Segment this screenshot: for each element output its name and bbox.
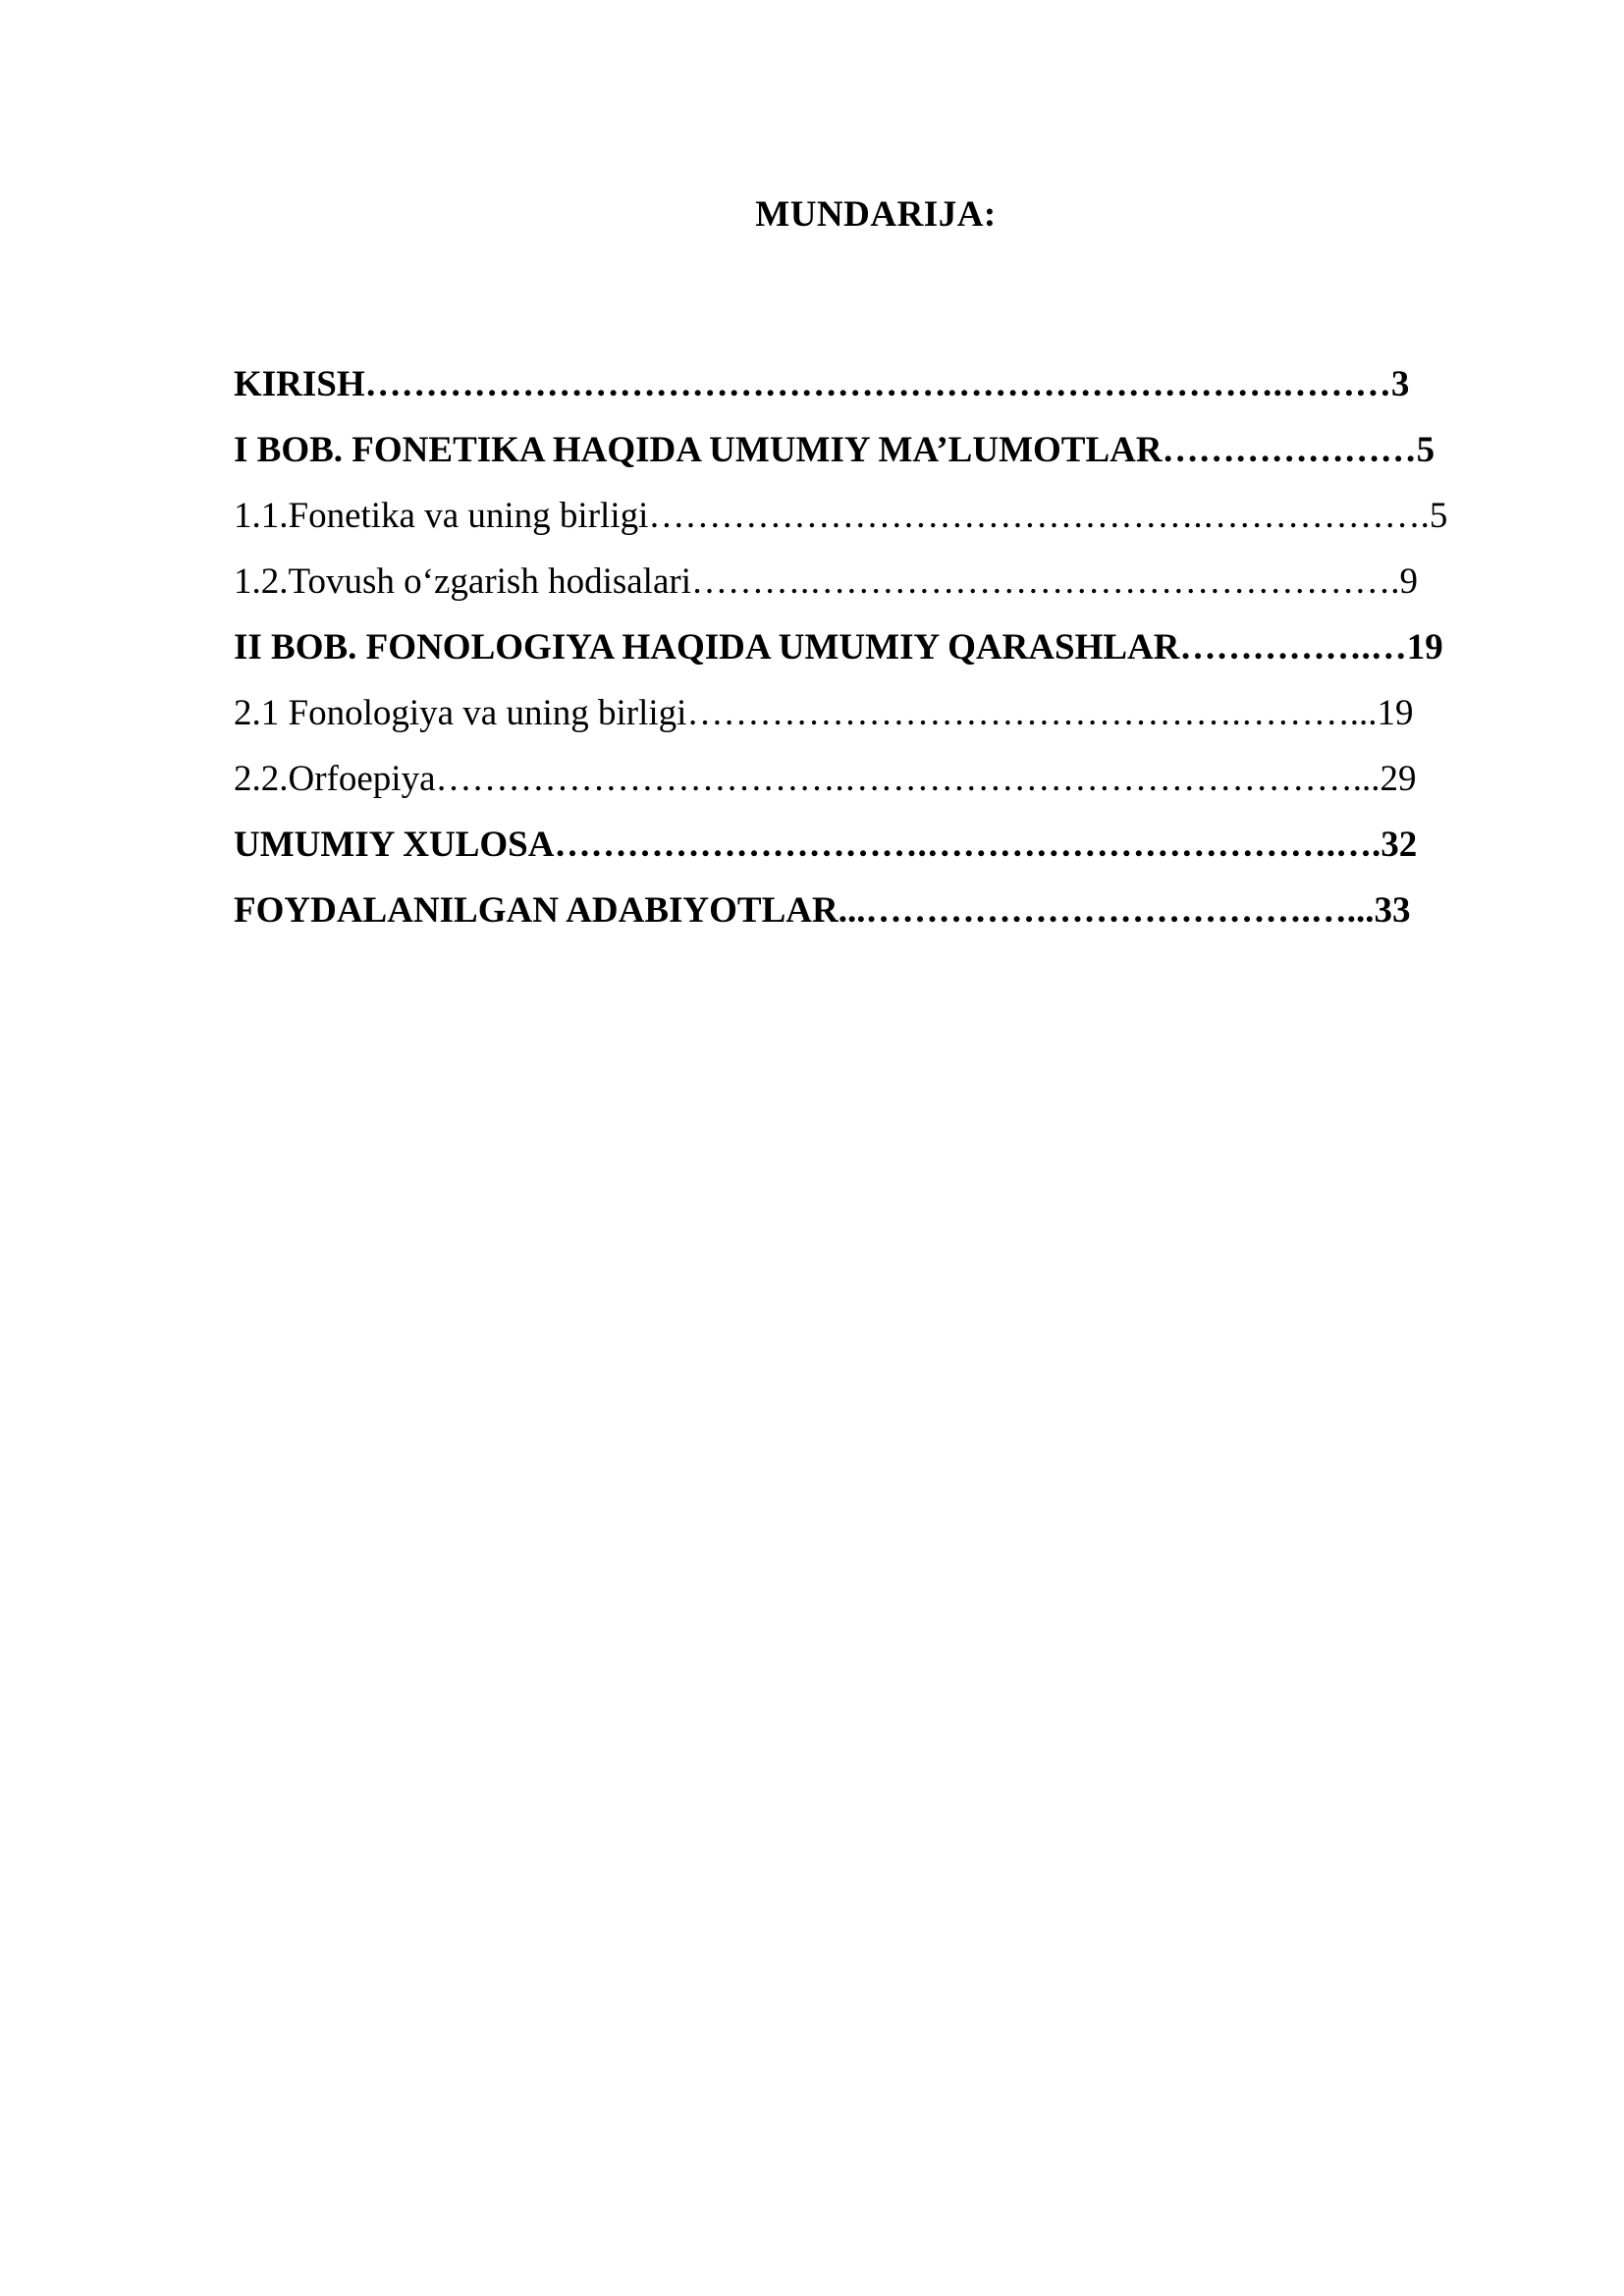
toc-entry-kirish: KIRISH………………………………………………………………….………3 (234, 364, 1410, 404)
toc-entry-references: FOYDALANILGAN ADABIYOTLAR...……………………………….…...33 (234, 890, 1411, 931)
page-title: MUNDARIJA: (755, 194, 997, 235)
toc-entry-1-1: 1.1.Fonetika va uning birligi……………………………………….……………….5 (234, 496, 1448, 536)
toc-entry-2-1: 2.1 Fonologiya va uning birligi……………………………………….………...19 (234, 693, 1414, 733)
toc-entry-1-2: 1.2.Tovush o‘zgarish hodisalari……….………………………………………….9 (234, 561, 1418, 602)
toc-entry-chapter-1: I BOB. FONETIKA HAQIDA UMUMIY MA’LUMOTLAR…………………5 (234, 430, 1435, 470)
toc-entry-chapter-2: II BOB. FONOLOGIYA HAQIDA UMUMIY QARASHLAR…………….…19 (234, 627, 1443, 667)
toc-entry-conclusion: UMUMIY XULOSA………………………….…………………………….….32 (234, 825, 1418, 865)
toc-entry-2-2: 2.2.Orfoepiya…………………………….……………………………………...29 (234, 759, 1417, 799)
table-of-contents (234, 360, 1524, 952)
